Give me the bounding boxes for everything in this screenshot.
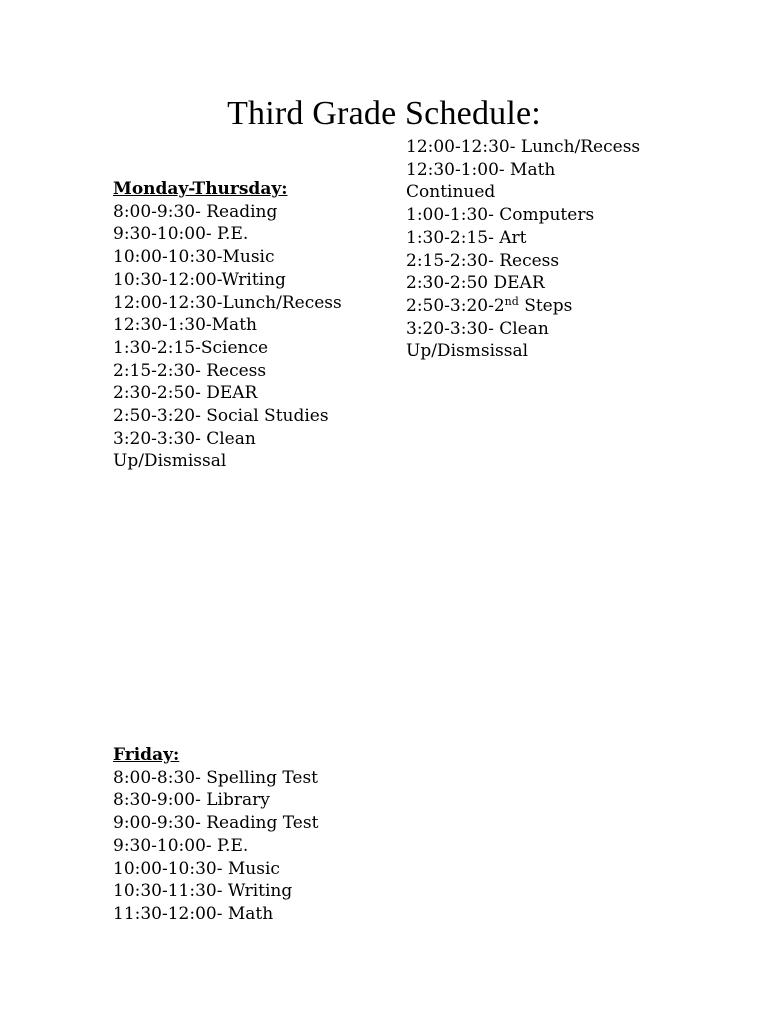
schedule-line: 2:50-3:20- Social Studies [113, 406, 329, 427]
schedule-line: 9:30-10:00- P.E. [113, 224, 249, 245]
schedule-line: 10:30-12:00-Writing [113, 269, 286, 290]
friday-section [113, 744, 413, 926]
schedule-line: 11:30-12:00- Math [113, 903, 274, 924]
schedule-line: 12:00-12:30- Lunch/Recess [406, 137, 641, 157]
schedule-line-steps [406, 295, 706, 318]
schedule-line: 12:30-1:00- Math [406, 159, 556, 180]
friday-heading: Friday: [113, 745, 180, 765]
monday-thursday-section [113, 178, 393, 473]
friday-continued-section [406, 136, 706, 363]
steps-time: 2:50-3:20-2 [406, 295, 505, 316]
schedule-line: 9:00-9:30- Reading Test [113, 813, 319, 834]
steps-label: Steps [518, 295, 573, 316]
schedule-line: 12:00-12:30-Lunch/Recess [113, 292, 342, 313]
schedule-line: 2:30-2:50 DEAR [406, 273, 545, 294]
schedule-line: Continued [406, 182, 496, 203]
schedule-line: Up/Dismissal [113, 451, 227, 472]
schedule-line: 2:15-2:30- Recess [113, 360, 267, 381]
page-title: Third Grade Schedule: [227, 95, 541, 132]
schedule-line: 10:30-11:30- Writing [113, 881, 293, 902]
schedule-line: 8:30-9:00- Library [113, 790, 270, 811]
schedule-line: 2:30-2:50- DEAR [113, 383, 258, 404]
schedule-line: 1:00-1:30- Computers [406, 205, 595, 226]
monday-thursday-heading: Monday-Thursday: [113, 179, 288, 199]
schedule-line: 9:30-10:00- P.E. [113, 835, 249, 856]
schedule-line: 3:20-3:30- Clean [113, 428, 256, 449]
schedule-line: 2:15-2:30- Recess [406, 250, 560, 271]
schedule-line: 10:00-10:30- Music [113, 858, 280, 879]
schedule-line: 8:00-8:30- Spelling Test [113, 767, 319, 788]
schedule-line: Up/Dismsissal [406, 341, 529, 362]
schedule-line: 1:30-2:15-Science [113, 337, 269, 358]
schedule-line: 3:20-3:30- Clean [406, 318, 549, 339]
ordinal-superscript: nd [504, 294, 519, 308]
schedule-line: 8:00-9:30- Reading [113, 201, 278, 222]
schedule-line: 12:30-1:30-Math [113, 315, 257, 336]
schedule-line: 10:00-10:30-Music [113, 247, 275, 268]
schedule-line: 1:30-2:15- Art [406, 227, 527, 248]
